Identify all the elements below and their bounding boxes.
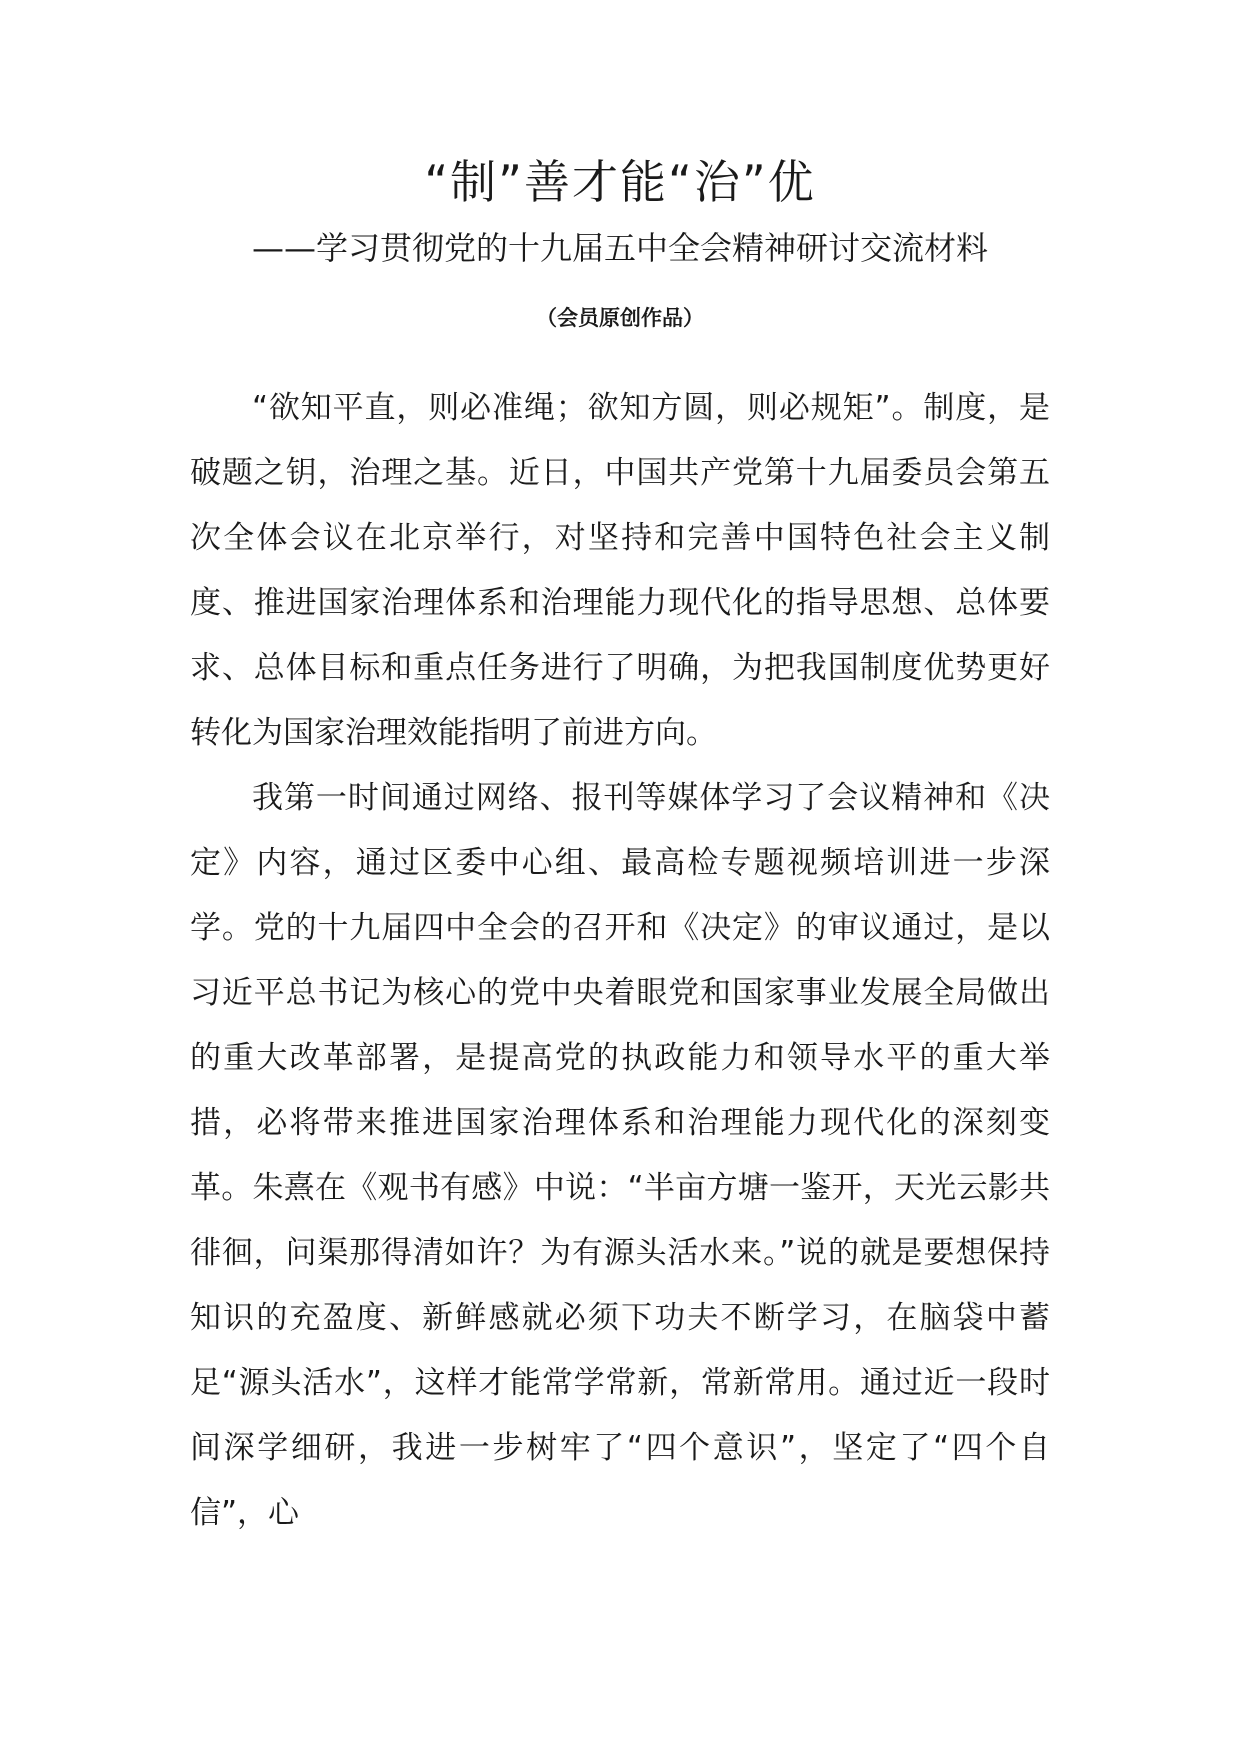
body-paragraph-1: “欲知平直，则必准绳；欲知方圆，则必规矩”。制度，是破题之钥，治理之基。近日，中国共产党第十九届委员会第五次全体会议在北京举行，对坚持和完善中国特色社会主义制度、推进国家治理体系和治理能力现代化的指导思想、总体要求、总体目标和重点任务进行了明确，为把我国制度优势更好转化为国家治理效能指明了前进方向。 [190,390,1050,751]
body-paragraph-2: 我第一时间通过网络、报刊等媒体学习了会议精神和《决定》内容，通过区委中心组、最高检专题视频培训进一步深学。党的十九届四中全会的召开和《决定》的审议通过，是以习近平总书记为核心的党中央着眼党和国家事业发展全局做出的重大改革部署，是提高党的执政能力和领导水平的重大举措，必将带来推进国家治理体系和治理能力现代化的深刻变革。朱熹在《观书有感》中说：“半亩方塘一鉴开，天光云影共徘徊，问渠那得清如许？为有源头活水来。”说的就是要想保持知识的充盈度、新鲜感就必须下功夫不断学习，在脑袋中蓄足“源头活水”，这样才能常学常新，常新常用。通过近一段时间深学细研，我进一步树牢了“四个意识”，坚定了“四个自信”，心 [190,780,1050,1531]
document-body [190,376,1050,1546]
document-subtitle: ——学习贯彻党的十九届五中全会精神研讨交流材料 [251,229,988,267]
author-note: （会员原创作品） [536,306,704,330]
document-title: “制”善才能“治”优 [424,155,816,209]
